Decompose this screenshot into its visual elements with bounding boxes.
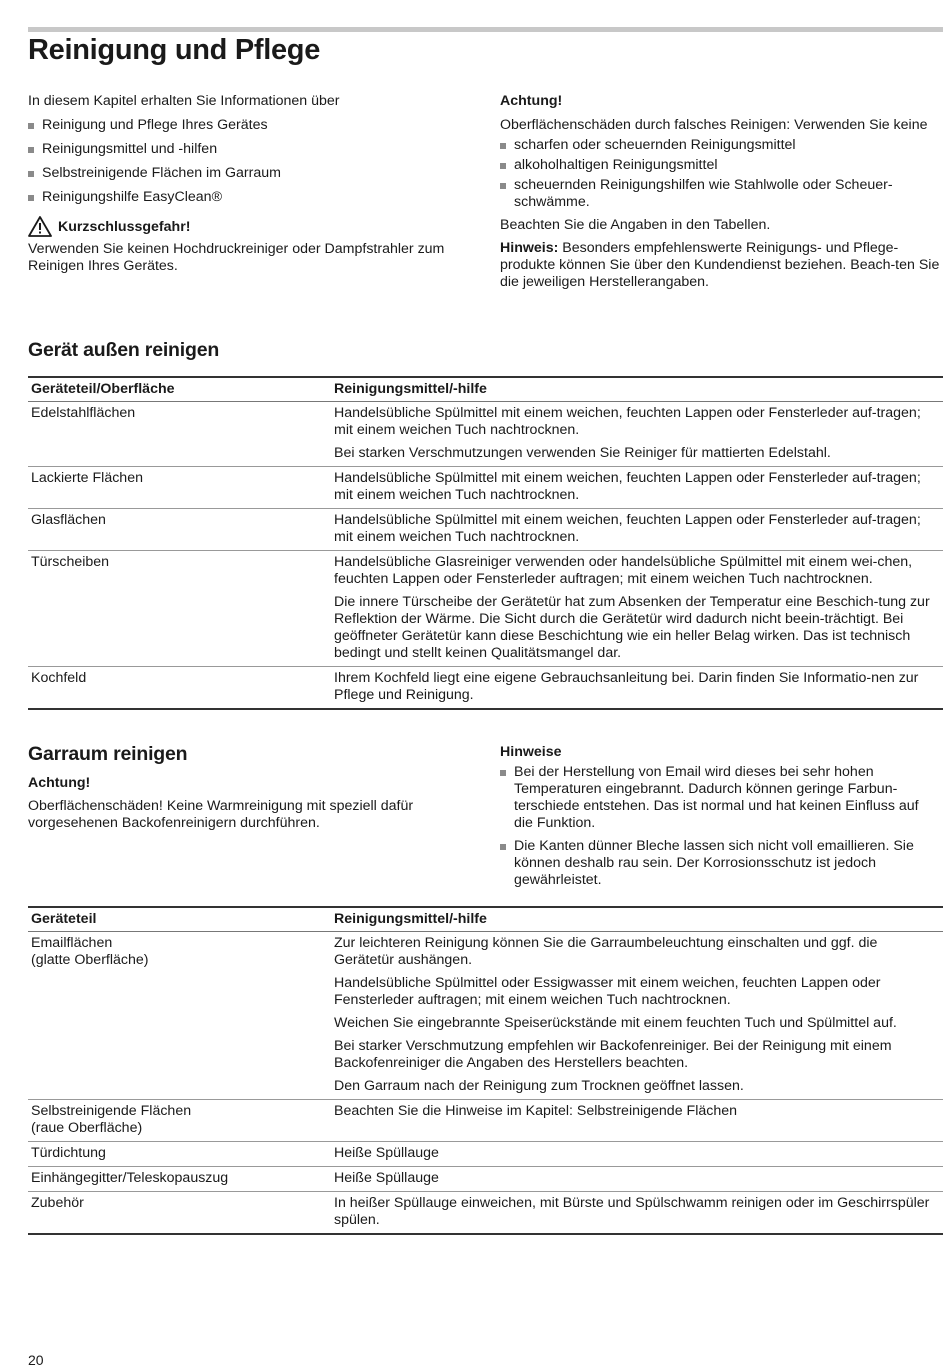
method-text: Handelsübliche Glasreiniger verwenden oder handelsübliche Spülmittel mit einem wei-chen, feuchten Lappen oder Fensterleder auftragen; mit einem weichen Tuch nachtrocknen. [334, 554, 913, 587]
list-item: Bei der Herstellung von Email wird dieses bei sehr hohen Temperaturen eingebrannt. Dadurch können geringe Farbun-terschiede entstehen. Das ist normal und hat keinen Einfluss auf die Funktion. [500, 764, 940, 832]
outside-heading: Gerät außen reinigen [28, 339, 220, 361]
method-text: Handelsübliche Spülmittel mit einem weichen, feuchten Lappen oder Fensterleder auf-tragen; mit einem weichen Tuch nachtrocknen. [334, 470, 921, 503]
method-cell [331, 932, 943, 1100]
method-text: Zur leichteren Reinigung können Sie die Garraumbeleuchtung einschalten und ggf. die Gerätetür aushängen. [334, 935, 878, 968]
oven-left-section [28, 743, 468, 832]
list-item: Reinigung und Pflege Ihres Gerätes [28, 117, 468, 134]
caution-list [500, 137, 940, 211]
page-title: Reinigung und Pflege [28, 34, 321, 66]
hint-label: Hinweis: [500, 240, 559, 256]
caution-text: Oberflächenschäden durch falsches Reinigen: Verwenden Sie keine [500, 117, 928, 133]
part-cell: Einhängegitter/Teleskopauszug [28, 1167, 331, 1192]
method-text: Bei starken Verschmutzungen verwenden Sie Reiniger für mattierten Edelstahl. [334, 445, 831, 461]
table-row [28, 467, 943, 509]
table-row [28, 1100, 943, 1142]
method-cell [331, 509, 943, 551]
table-row [28, 667, 943, 710]
list-item: Selbstreinigende Flächen im Garraum [28, 165, 468, 182]
hints-title: Hinweise [500, 744, 562, 760]
method-cell [331, 1167, 943, 1192]
table-row [28, 1192, 943, 1235]
oven-caution-text: Oberflächenschäden! Keine Warmreinigung mit speziell dafür vorgesehenen Backofenreinigern durchführen. [28, 798, 414, 831]
column-header: Reinigungsmittel/-hilfe [331, 908, 943, 932]
part-cell: Zubehör [28, 1192, 331, 1235]
list-item: scheuernden Reinigungshilfen wie Stahlwolle oder Scheuer-schwämme. [500, 177, 940, 211]
oven-table-wrap [28, 906, 943, 1235]
outside-table [28, 378, 943, 710]
intro-lead: In diesem Kapitel erhalten Sie Informationen über [28, 93, 340, 109]
warning-triangle-icon [28, 216, 52, 237]
method-text: Handelsübliche Spülmittel oder Essigwasser mit einem weichen, feuchten Lappen oder Fensterleder auftragen; mit einem weichen Tuch nachtrocknen. [334, 975, 881, 1008]
method-text: Handelsübliche Spülmittel mit einem weichen, feuchten Lappen oder Fensterleder auf-tragen; mit einem weichen Tuch nachtrocknen. [334, 405, 921, 438]
method-text: In heißer Spüllauge einweichen, mit Bürste und Spülschwamm reinigen oder im Geschirrspüler spülen. [334, 1195, 930, 1228]
method-text: Weichen Sie eingebrannte Speiserückstände mit einem feuchten Tuch und Spülmittel auf. [334, 1015, 897, 1031]
method-cell [331, 551, 943, 667]
table-row [28, 551, 943, 667]
method-cell [331, 1192, 943, 1235]
warning-title: Kurzschlussgefahr! [58, 218, 191, 235]
hint-paragraph [500, 240, 940, 291]
part-cell: Türdichtung [28, 1142, 331, 1167]
table-row [28, 1167, 943, 1192]
method-text: Beachten Sie die Hinweise im Kapitel: Selbstreinigende Flächen [334, 1103, 737, 1119]
method-cell [331, 1100, 943, 1142]
list-item: Reinigungsmittel und -hilfen [28, 141, 468, 158]
part-cell: Selbstreinigende Flächen (raue Oberfläche) [28, 1100, 331, 1142]
outside-table-wrap [28, 376, 943, 710]
method-text: Handelsübliche Spülmittel mit einem weichen, feuchten Lappen oder Fensterleder auf-tragen; mit einem weichen Tuch nachtrocknen. [334, 512, 921, 545]
method-text: Bei starker Verschmutzung empfehlen wir Backofenreiniger. Bei der Reinigung mit einem Backofenreiniger die Angaben des Herstellers beachten. [334, 1038, 892, 1071]
table-row [28, 932, 943, 1100]
oven-hints-section [500, 744, 940, 889]
table-row [28, 1142, 943, 1167]
part-cell: Edelstahlflächen [28, 402, 331, 467]
method-cell [331, 467, 943, 509]
header-rule [28, 27, 943, 32]
part-cell: Emailflächen (glatte Oberfläche) [28, 932, 331, 1100]
list-item: alkoholhaltigen Reinigungsmittel [500, 157, 940, 174]
part-cell: Lackierte Flächen [28, 467, 331, 509]
list-item: scharfen oder scheuernden Reinigungsmittel [500, 137, 940, 154]
hint-text: Besonders empfehlenswerte Reinigungs- und Pflege-produkte können Sie über den Kundendienst beziehen. Beach-ten Sie die jeweiligen Herstellerangaben. [500, 240, 940, 290]
warning-heading [28, 216, 468, 237]
column-header: Reinigungsmittel/-hilfe [331, 378, 943, 402]
method-text: Heiße Spüllauge [334, 1170, 439, 1186]
part-cell: Kochfeld [28, 667, 331, 710]
tables-note: Beachten Sie die Angaben in den Tabellen. [500, 217, 771, 233]
oven-table [28, 908, 943, 1235]
intro-list [28, 117, 468, 206]
column-header: Geräteteil [28, 908, 331, 932]
intro-section [28, 93, 468, 275]
method-cell [331, 402, 943, 467]
method-text: Heiße Spüllauge [334, 1145, 439, 1161]
column-header: Geräteteil/Oberfläche [28, 378, 331, 402]
oven-heading: Garraum reinigen [28, 743, 188, 765]
method-cell [331, 1142, 943, 1167]
method-text: Ihrem Kochfeld liegt eine eigene Gebrauchsanleitung bei. Darin finden Sie Informatio-nen zur Pflege und Reinigung. [334, 670, 919, 703]
table-row [28, 509, 943, 551]
list-item: Die Kanten dünner Bleche lassen sich nicht voll emaillieren. Sie können deshalb rau sein. Der Korrosionsschutz ist jedoch gewährleistet. [500, 838, 940, 889]
table-row [28, 402, 943, 467]
caution-title: Achtung! [500, 93, 563, 109]
part-cell: Glasflächen [28, 509, 331, 551]
method-text: Die innere Türscheibe der Gerätetür hat zum Absenken der Temperatur eine Beschich-tung zur Reflektion der Wärme. Die Sicht durch die Gerätetür wird dadurch nicht beein-trächtigt. Bei geöffneter Gerätetür kann diese Beschichtung wie ein heller Belag wirken. Das ist technisch bedingt und stellt keinen Qualitätsmangel dar. [334, 594, 930, 661]
caution-section [500, 93, 940, 291]
method-text: Den Garraum nach der Reinigung zum Trocknen geöffnet lassen. [334, 1078, 744, 1094]
warning-text: Verwenden Sie keinen Hochdruckreiniger oder Dampfstrahler zum Reinigen Ihres Gerätes. [28, 241, 445, 274]
part-cell: Türscheiben [28, 551, 331, 667]
page-number: 20 [28, 1352, 44, 1368]
oven-caution-title: Achtung! [28, 775, 91, 791]
hints-list [500, 764, 940, 889]
method-cell [331, 667, 943, 710]
list-item: Reinigungshilfe EasyClean® [28, 189, 468, 206]
